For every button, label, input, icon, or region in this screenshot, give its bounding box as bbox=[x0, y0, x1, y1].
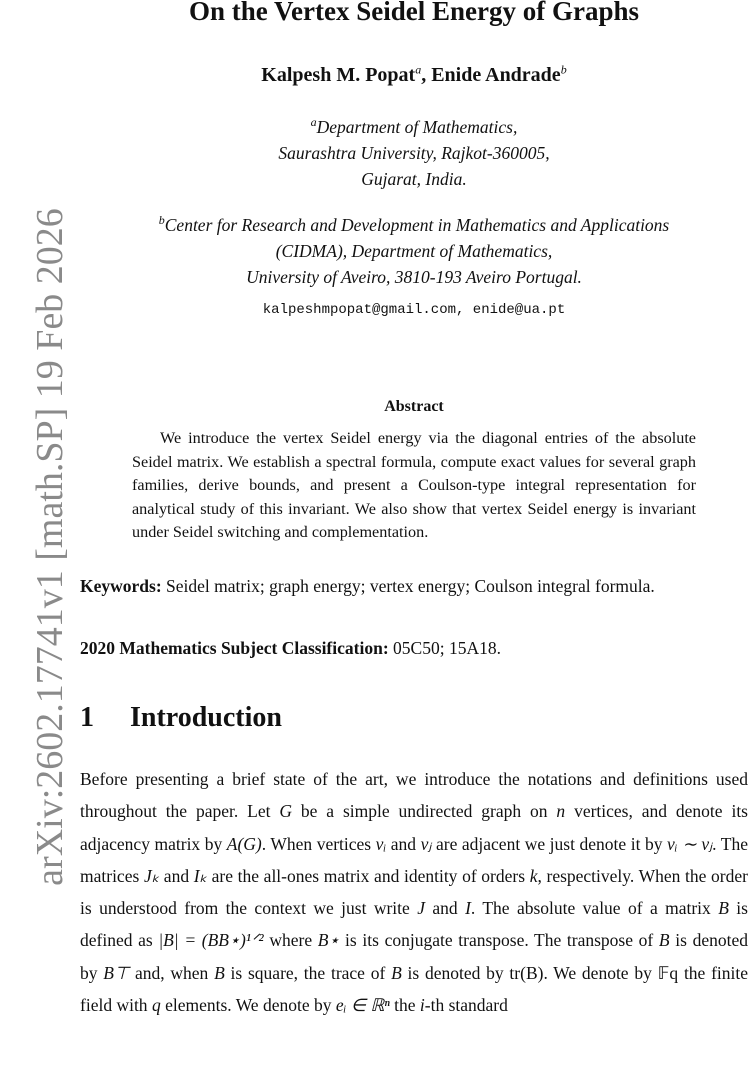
section-heading bbox=[80, 702, 282, 734]
affiliation-a bbox=[80, 114, 748, 192]
affil-mark: b bbox=[158, 213, 165, 228]
affil-mark: a bbox=[310, 115, 317, 130]
author-affil-mark: a bbox=[415, 62, 422, 77]
author-affil-mark: b bbox=[560, 62, 567, 77]
affiliation-line: $^b$Center for Research and Development in Mathematics and Applications bbox=[158, 213, 670, 235]
keywords bbox=[80, 574, 748, 599]
section-title: Introduction bbox=[130, 702, 282, 733]
author-name: Kalpesh M. Popat bbox=[261, 64, 416, 86]
msc-classification bbox=[80, 636, 748, 661]
email-addresses: kalpeshmpopat@gmail.com, enide@ua.pt bbox=[262, 302, 566, 318]
author-list: Kalpesh M. Popat$^a$, Enide Andrade$^b$ bbox=[261, 62, 567, 86]
affiliation-line: Saurashtra University, Rajkot-360005, bbox=[278, 143, 550, 163]
keywords-text: Seidel matrix; graph energy; vertex energy; Coulson integral formula. bbox=[166, 576, 655, 596]
intro-paragraph: Before presenting a brief state of the art, we introduce the notations and definitions used throughout the paper. Let G be a simple undirected graph on n vertices, and denote its adjacency matrix by A(G). When vertices vᵢ and vⱼ are adjacent we just denote it by vᵢ ∼ vⱼ. The matrices Jₖ and Iₖ are the all-ones matrix and identity of orders k, respectively. When the order is understood from the context we just write J and I. The absolute value of a matrix B is defined as |B| = (BB⋆)¹ᐟ² where B⋆ is its conjugate transpose. The transpose of B is denoted by B⊤ and, when B is square, the trace of B is denoted by tr(B). We denote by 𝔽q the finite field with q elements. We denote by eᵢ ∈ ℝⁿ the i-th standard bbox=[80, 769, 748, 1016]
affiliation-line: University of Aveiro, 3810-193 Aveiro Portugal. bbox=[246, 267, 582, 287]
msc-label: 2020 Mathematics Subject Classification: bbox=[80, 638, 389, 658]
affiliation-line: Gujarat, India. bbox=[361, 169, 467, 189]
author-name: Enide Andrade bbox=[431, 64, 561, 86]
arxiv-sidebar-stamp: arXiv:2602.17741v1 [math.SP] 19 Feb 2026 bbox=[29, 208, 71, 886]
abstract-heading: Abstract bbox=[384, 398, 444, 415]
affiliation-line: $^a$Department of Mathematics, bbox=[310, 115, 518, 137]
affiliation-line: (CIDMA), Department of Mathematics, bbox=[275, 241, 553, 261]
msc-codes: 05C50; 15A18. bbox=[393, 638, 501, 658]
keywords-label: Keywords: bbox=[80, 576, 162, 596]
affiliation-b bbox=[80, 212, 748, 290]
paper-title: On the Vertex Seidel Energy of Graphs bbox=[189, 0, 639, 26]
abstract-text: We introduce the vertex Seidel energy via the diagonal entries of the absolute Seidel matrix. We establish a spectral formula, compute exact values for several graph families, derive bounds, and present a Coulson-type integral representation for analytical study of this invariant. We also show that vertex Seidel energy is invariant under Seidel switching and complementation. bbox=[132, 429, 696, 541]
section-number: 1 bbox=[80, 702, 94, 733]
